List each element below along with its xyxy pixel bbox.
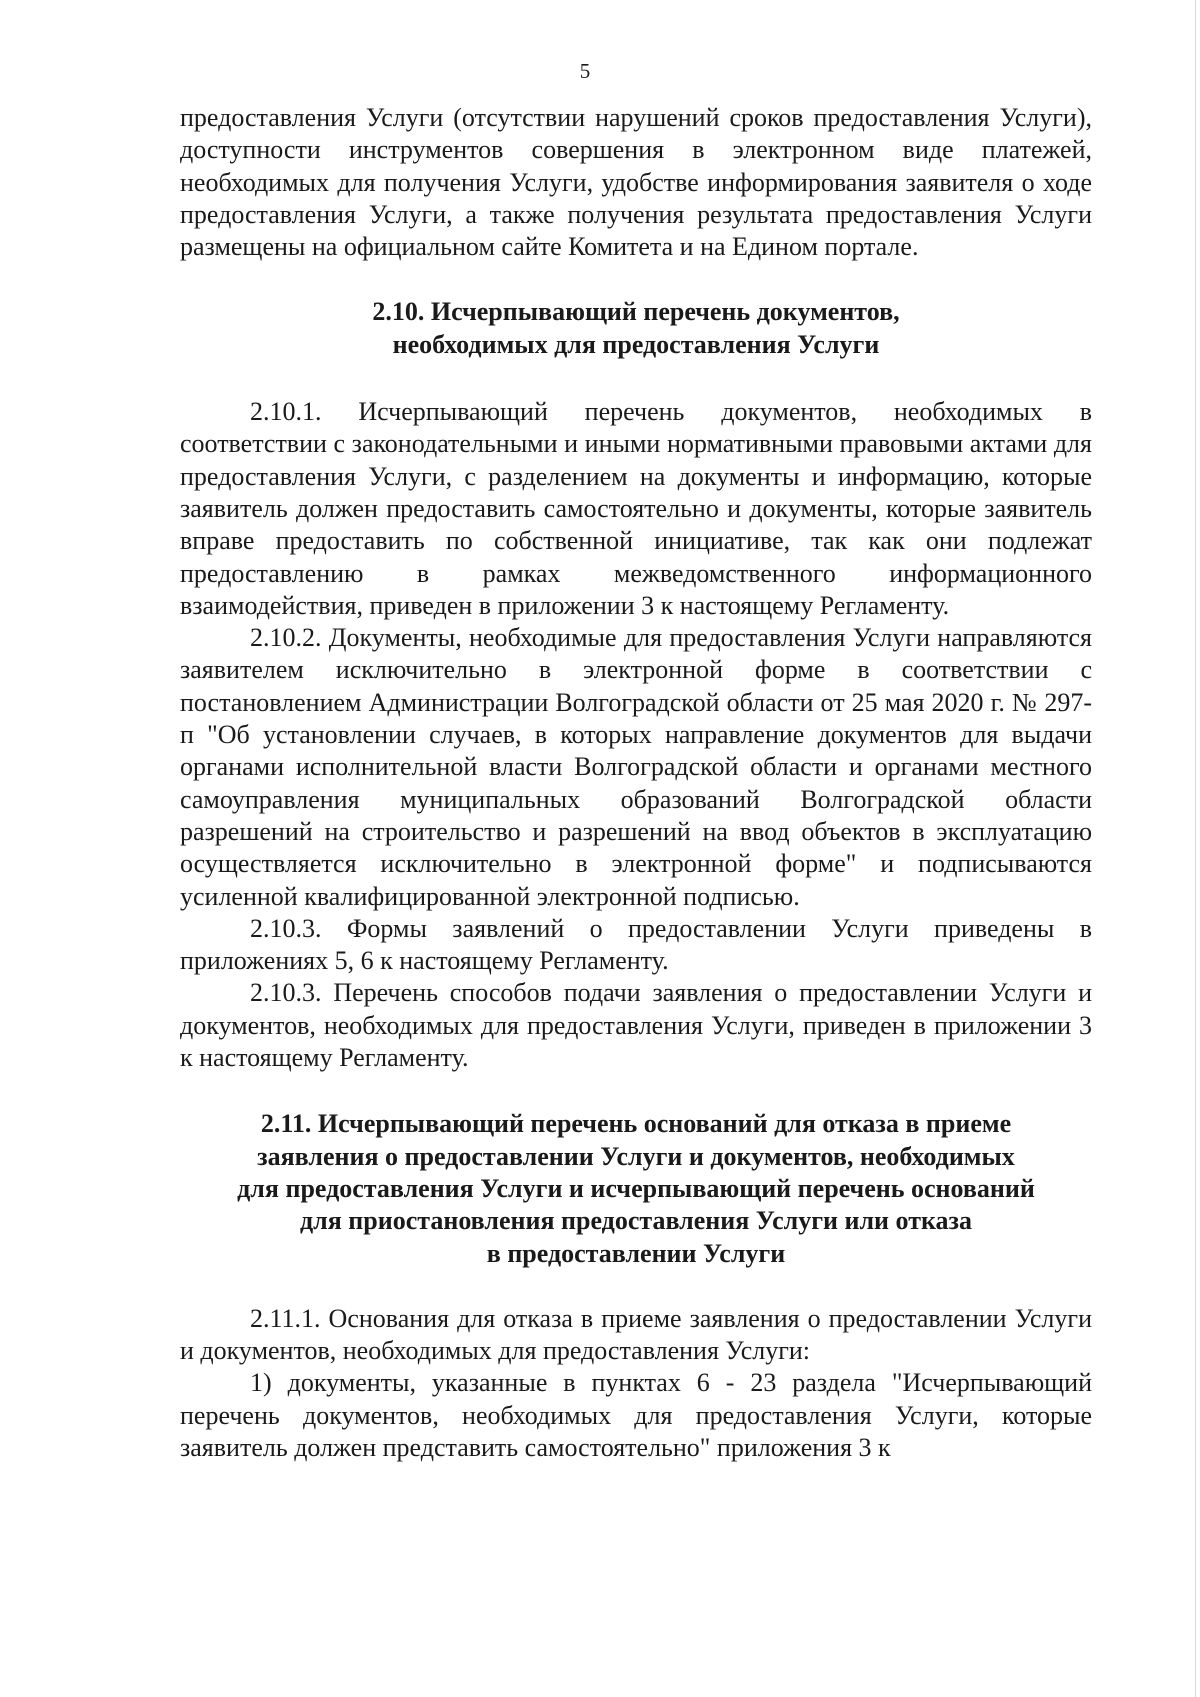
heading-line: в предоставлении Услуги xyxy=(486,1238,786,1268)
heading-line: для предоставления Услуги и исчерпывающий перечень оснований xyxy=(237,1173,1035,1203)
heading-line: 2.11. Исчерпывающий перечень оснований для отказа в приеме xyxy=(260,1109,1012,1139)
list-item-1: 1) документы, указанные в пунктах 6 - 23 раздела "Исчерпывающий перечень документов, необходимых для предоставления Услуги, которые заявитель должен представить самостоятельно" приложения 3 к xyxy=(180,1368,1092,1462)
section-2-11-heading xyxy=(180,1108,1092,1269)
paragraph-2-10-1: 2.10.1. Исчерпывающий перечень документов, необходимых в соответствии с законодательными и иными нормативными правовыми актами для предоставления Услуги, с разделением на документы и информацию, которые заявитель должен предоставить самостоятельно и документы, которые заявитель вправе предоставить по собственной инициативе, так как они подлежат предоставлению в рамках межведомственного информационного взаимодействия, приведен в приложении 3 к настоящему Регламенту. xyxy=(180,397,1092,620)
heading-line: для приостановления предоставления Услуги или отказа xyxy=(299,1206,972,1236)
paragraph-2-10-3-forms: 2.10.3. Формы заявлений о предоставлении Услуги приведены в приложениях 5, 6 к настоящему Регламенту. xyxy=(180,913,1092,976)
document-body xyxy=(180,102,1092,1464)
heading-line: заявления о предоставлении Услуги и документов, необходимых xyxy=(257,1141,1015,1171)
paragraph-2-10-2: 2.10.2. Документы, необходимые для предоставления Услуги направляются заявителем исключительно в электронной форме в соответствии с постановлением Администрации Волгоградской области от 25 мая 2020 г. № 297-п "Об установлении случаев, в которых направление документов для выдачи органами исполнительной власти Волгоградской области и органами местного самоуправления муниципальных образований Волгоградской области разрешений на строительство и разрешений на ввод объектов в эксплуатацию осуществляется исключительно в электронной форме" и подписываются усиленной квалифицированной электронной подписью. xyxy=(180,623,1092,911)
page-number: 5 xyxy=(579,59,591,83)
paragraph-2-10-3-methods: 2.10.3. Перечень способов подачи заявления о предоставлении Услуги и документов, необходимых для предоставления Услуги, приведен в приложении 3 к настоящему Регламенту. xyxy=(180,978,1092,1073)
paragraph-2-11-1: 2.11.1. Основания для отказа в приеме заявления о предоставлении Услуги и документов, необходимых для предоставления Услуги: xyxy=(180,1303,1092,1366)
scan-edge-line xyxy=(1195,0,1196,1697)
heading-line: необходимых для предоставления Услуги xyxy=(392,329,880,359)
intro-paragraph: предоставления Услуги (отсутствии нарушений сроков предоставления Услуги), доступности инструментов совершения в электронном виде платежей, необходимых для получения Услуги, удобстве информирования заявителя о ходе предоставления Услуги, а также получения результата предоставления Услуги размещены на официальном сайте Комитета и на Едином портале. xyxy=(180,103,1092,262)
section-2-10-heading xyxy=(180,296,1092,361)
heading-line: 2.10. Исчерпывающий перечень документов, xyxy=(372,297,900,327)
